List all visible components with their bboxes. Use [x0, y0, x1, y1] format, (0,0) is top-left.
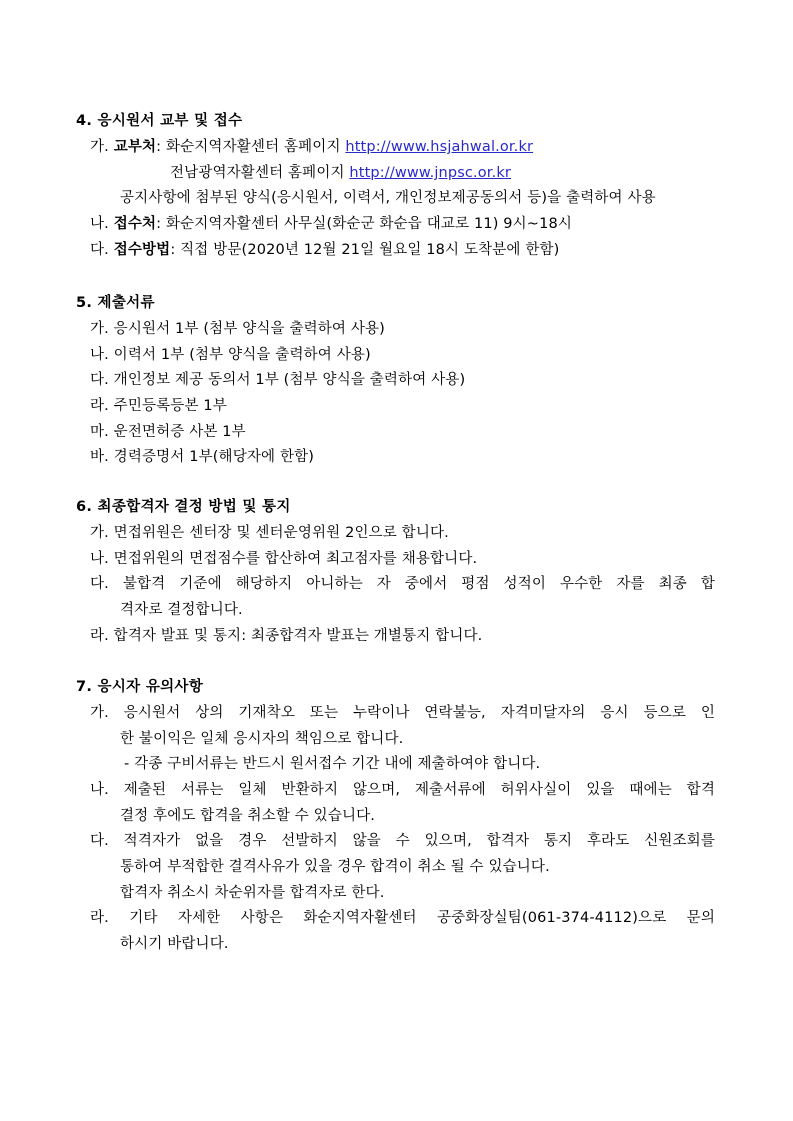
- list-item: 가. 응시원서 1부 (첨부 양식을 출력하여 사용): [90, 321, 385, 337]
- list-item-continuation: 한 불이익은 일체 응시자의 책임으로 합니다.: [120, 731, 404, 747]
- list-item-continuation: 통하여 부적합한 결격사유가 있을 경우 합격이 취소 될 수 있습니다.: [120, 859, 550, 875]
- reception-method-label: 접수방법: [113, 242, 171, 258]
- distribution-place-line-2: [170, 163, 511, 183]
- list-item: 라. 주민등록등본 1부: [90, 398, 227, 414]
- list-item: 다. 불합격 기준에 해당하지 아니하는 자 중에서 평점 성적이 우수한 자를 최종 합: [90, 576, 715, 592]
- distribution-place-text: : 화순지역자활센터 홈페이지: [156, 139, 346, 155]
- section-6-title: 6. 최종합격자 결정 방법 및 통지: [76, 499, 291, 515]
- list-item: 나. 이력서 1부 (첨부 양식을 출력하여 사용): [90, 347, 371, 363]
- section-5-title: 5. 제출서류: [76, 295, 155, 311]
- list-item: 나. 제출된 서류는 일체 반환하지 않으며, 제출서류에 허위사실이 있을 때에는 합격: [90, 782, 715, 798]
- list-item: 다. 적격자가 없을 경우 선발하지 않을 수 있으며, 합격자 통지 후라도 신원조회를: [90, 833, 715, 849]
- form-notice-line: 공지사항에 첨부된 양식(응시원서, 이력서, 개인정보제공동의서 등)을 출력하여 사용: [120, 190, 656, 206]
- distribution-place-line: [90, 137, 533, 157]
- distribution-place-text-2: 전남광역자활센터 홈페이지: [170, 165, 350, 181]
- section-applicant-notes: [76, 677, 726, 957]
- item-prefix: 가.: [90, 139, 114, 155]
- item-prefix: 다.: [90, 242, 114, 258]
- reception-place-label: 접수처: [113, 216, 157, 232]
- hsjahwal-homepage-link[interactable]: http://www.hsjahwal.or.kr: [345, 139, 534, 155]
- list-item-continuation: 격자로 결정합니다.: [120, 602, 243, 618]
- list-item: 가. 응시원서 상의 기재착오 또는 누락이나 연락불능, 자격미달자의 응시 등으로 인: [90, 705, 715, 721]
- section-application-form: [76, 111, 726, 271]
- jnpsc-homepage-link[interactable]: http://www.jnpsc.or.kr: [349, 165, 512, 181]
- reception-place-text: : 화순지역자활센터 사무실(화순군 화순읍 대교로 11) 9시~18시: [156, 216, 573, 232]
- reception-method-text: : 직접 방문(2020년 12월 21일 월요일 18시 도착분에 한함): [170, 242, 560, 258]
- list-item: 다. 개인정보 제공 동의서 1부 (첨부 양식을 출력하여 사용): [90, 372, 466, 388]
- list-item: 라. 기타 자세한 사항은 화순지역자활센터 공중화장실팀(061-374-4112)으로 문의: [90, 910, 715, 926]
- list-item: 마. 운전면허증 사본 1부: [90, 424, 246, 440]
- list-item-continuation: 하시기 바랍니다.: [120, 936, 229, 952]
- reception-place-line: [90, 214, 572, 234]
- list-subnote: - 각종 구비서류는 반드시 원서접수 기간 내에 제출하여야 합니다.: [124, 756, 541, 772]
- section-documents: [76, 293, 726, 473]
- list-item-continuation: 합격자 취소시 차순위자를 합격자로 한다.: [120, 885, 385, 901]
- item-prefix: 나.: [90, 216, 114, 232]
- section-4-title: 4. 응시원서 교부 및 접수: [76, 113, 243, 129]
- list-item: 나. 면접위원의 면접점수를 합산하여 최고점자를 채용합니다.: [90, 551, 478, 567]
- list-item: 가. 면접위원은 센터장 및 센터운영위원 2인으로 합니다.: [90, 525, 449, 541]
- section-7-title: 7. 응시자 유의사항: [76, 679, 204, 695]
- list-item-continuation: 결정 후에도 합격을 취소할 수 있습니다.: [120, 808, 376, 824]
- reception-method-line: [90, 240, 559, 260]
- list-item: 라. 합격자 발표 및 통지: 최종합격자 발표는 개별통지 합니다.: [90, 628, 483, 644]
- distribution-place-label: 교부처: [113, 139, 157, 155]
- list-item: 바. 경력증명서 1부(해당자에 한함): [90, 449, 315, 465]
- section-final-selection: [76, 497, 726, 647]
